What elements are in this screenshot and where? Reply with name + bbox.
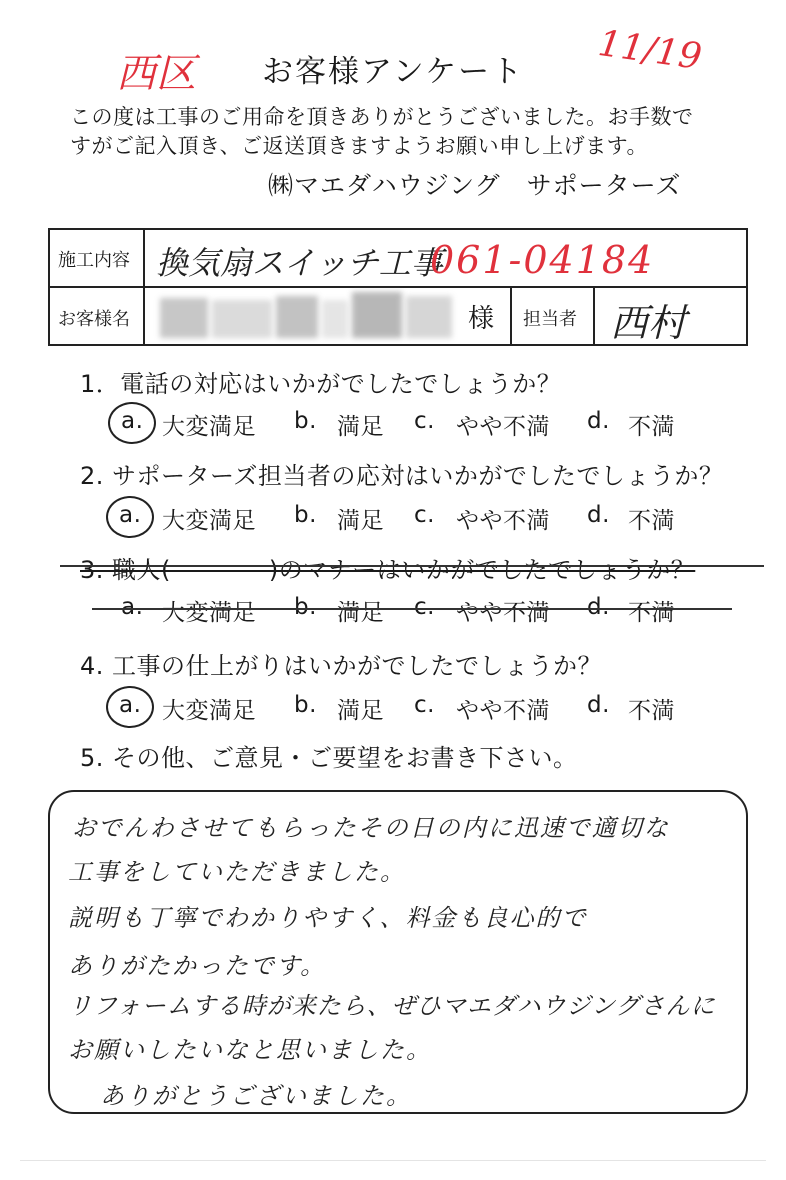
question-3: 3. 職人( )のマナーはいかがでしたでしょうか？ (80, 556, 696, 584)
option-b-label: 満足 (337, 414, 384, 440)
option-d: d. (587, 502, 610, 528)
comment-line: お願いしたいなと思いました。 (68, 1036, 432, 1064)
option-d: d. (587, 408, 610, 434)
staff-value: 西村 (610, 301, 687, 345)
option-c: c. (414, 692, 435, 718)
option-d-label: 不満 (628, 600, 675, 626)
comment-line: 工事をしていただきました。 (68, 858, 406, 886)
option-a-label: 大変満足 (162, 600, 256, 626)
staff-label: 担当者 (523, 309, 577, 330)
redacted-customer-name (276, 296, 318, 338)
option-a-label: 大変満足 (162, 414, 256, 440)
option-d: d. (587, 594, 610, 620)
option-c: c. (414, 408, 435, 434)
option-a: a. (121, 594, 144, 620)
date-handwritten: 11/19 (595, 22, 705, 79)
option-d: d. (587, 692, 610, 718)
intro-line-1: この度は工事のご用命を頂きありがとうございました。お手数で (70, 105, 694, 129)
question-1: 1．電話の対応はいかがでしたでしょうか？ (80, 370, 562, 398)
option-b: b. (294, 502, 317, 528)
option-c-label: やや不満 (456, 508, 550, 534)
strike-line (92, 608, 732, 610)
area-handwritten: 西区 (116, 51, 196, 97)
option-a-label: 大変満足 (162, 508, 256, 534)
option-d-label: 不満 (628, 508, 675, 534)
redacted-customer-name (406, 296, 452, 338)
option-a: a. (121, 408, 144, 434)
option-c: c. (414, 502, 435, 528)
comment-line: ありがとうございました。 (100, 1082, 412, 1110)
page-edge (20, 1160, 766, 1161)
option-c-label: やや不満 (456, 698, 550, 724)
work-value: 換気扇スイッチ工事 (156, 244, 443, 282)
strike-line (60, 565, 764, 567)
comment-line: おでんわさせてもらったその日の内に迅速で適切な (72, 814, 670, 842)
work-number: 061-04184 (430, 238, 655, 282)
option-b-label: 満足 (337, 698, 384, 724)
customer-suffix: 様 (468, 304, 495, 334)
comment-line: 説明も丁寧でわかりやすく、料金も良心的で (68, 904, 588, 932)
question-5: 5. その他、ご意見・ご要望をお書き下さい。 (80, 744, 578, 772)
option-b: b. (294, 594, 317, 620)
comment-line: ありがたかったです。 (68, 952, 327, 980)
table-col-divider (593, 286, 595, 346)
option-c-label: やや不満 (456, 600, 550, 626)
option-a-label: 大変満足 (162, 698, 256, 724)
question-4: 4. 工事の仕上がりはいかがでしたでしょうか？ (80, 652, 603, 680)
option-c-label: やや不満 (456, 414, 550, 440)
table-col-divider (510, 286, 512, 346)
option-b: b. (294, 692, 317, 718)
page-title: お客様アンケート (262, 54, 525, 90)
option-a: a. (119, 502, 142, 528)
customer-label: お客様名 (58, 309, 130, 330)
option-b: b. (294, 408, 317, 434)
company-name: ㈱マエダハウジング サポーターズ (268, 171, 682, 200)
option-d-label: 不満 (628, 414, 675, 440)
option-b-label: 満足 (337, 600, 384, 626)
option-d-label: 不満 (628, 698, 675, 724)
redacted-customer-name (212, 300, 272, 338)
option-b-label: 満足 (337, 508, 384, 534)
redacted-customer-name (352, 292, 402, 338)
question-2: 2. サポーターズ担当者の応対はいかがでしたでしょうか？ (80, 462, 724, 490)
option-c: c. (414, 594, 435, 620)
redacted-customer-name (322, 300, 348, 338)
comment-line: リフォームする時が来たら、ぜひマエダハウジングさんに (68, 992, 716, 1020)
table-divider (48, 286, 748, 288)
table-col-divider (143, 228, 145, 346)
redacted-customer-name (160, 298, 208, 338)
option-a: a. (119, 692, 142, 718)
intro-line-2: すがご記入頂き、ご返送頂きますようお願い申し上げます。 (70, 134, 648, 158)
work-label: 施工内容 (58, 250, 130, 271)
